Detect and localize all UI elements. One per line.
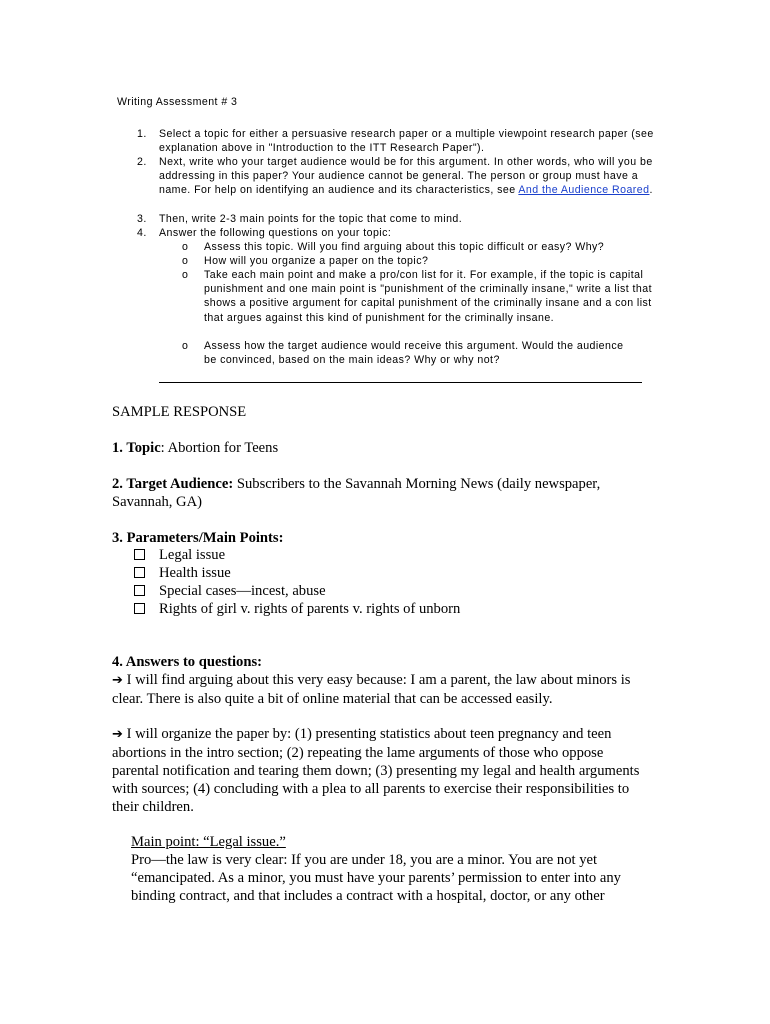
param-item: Health issue bbox=[159, 565, 231, 581]
assessment-title: Writing Assessment # 3 bbox=[117, 96, 238, 108]
step-text: Select a topic for either a persuasive research paper or a multiple viewpoint research paper (see explanation above in "Introduction to the ITT Research Paper"). bbox=[159, 128, 654, 155]
checkbox-icon bbox=[134, 603, 145, 614]
step-number: 4. bbox=[137, 227, 147, 239]
arrow-icon: ➔ bbox=[112, 727, 123, 742]
bullet-text: Assess how the target audience would receive this argument. Would the audience be convinced, based on the main ideas? Why or why not? bbox=[204, 340, 624, 367]
answer-paragraph: ➔ I will organize the paper by: (1) presenting statistics about teen pregnancy and teen abortions in the intro section; (2) repeating the lame arguments of those who oppose parental notification and tearing them down; (3) presenting my legal and health arguments with sources; (4) concluding with a plea to all parents to exercise their responsibilities to their children. bbox=[112, 726, 640, 815]
step-number: 3. bbox=[137, 213, 147, 225]
bullet-marker: o bbox=[182, 241, 189, 253]
bullet-text: Take each main point and make a pro/con list for it. For example, if the topic is capital punishment and one main point is "punishment of the criminally insane," write a list that shows a positive argument for capital punishment of the criminally insane and a con list that argues against this kind of punishment for the criminally insane. bbox=[204, 269, 652, 324]
bullet-text: How will you organize a paper on the topic? bbox=[204, 255, 429, 267]
bullet-marker: o bbox=[182, 340, 189, 352]
main-point-heading: Main point: “Legal issue.” bbox=[131, 834, 286, 850]
answer-paragraph: ➔ I will find arguing about this very easy because: I am a parent, the law about minors is clear. There is also quite a bit of online material that can be accessed easily. bbox=[112, 672, 631, 707]
param-item: Legal issue bbox=[159, 547, 226, 563]
bullet-marker: o bbox=[182, 269, 189, 281]
step-number: 2. bbox=[137, 156, 147, 168]
checkbox-icon bbox=[134, 567, 145, 578]
checkbox-icon bbox=[134, 585, 145, 596]
step-number: 1. bbox=[137, 128, 147, 140]
sample-heading: SAMPLE RESPONSE bbox=[112, 404, 247, 420]
step-text: Answer the following questions on your topic: bbox=[159, 227, 392, 239]
arrow-icon: ➔ bbox=[112, 673, 123, 688]
pro-paragraph: Pro—the law is very clear: If you are under 18, you are a minor. You are not yet “emancipated. As a minor, you must have your parents’ permission to enter into any binding contract, and that includes a contract with a hospital, doctor, or any other bbox=[131, 852, 621, 904]
checkbox-icon bbox=[134, 549, 145, 560]
params-heading: 3. Parameters/Main Points: bbox=[112, 530, 284, 546]
bullet-marker: o bbox=[182, 255, 189, 267]
divider bbox=[159, 382, 642, 383]
answers-heading: 4. Answers to questions: bbox=[112, 654, 263, 670]
step-text: Next, write who your target audience would be for this argument. In other words, who will you be addressing in this paper? Your audience cannot be general. The person or group must have a name. For help on identifying an audience and its characteristics, see And the Audience Roared. bbox=[159, 156, 653, 197]
bullet-text: Assess this topic. Will you find arguing about this topic difficult or easy? Why? bbox=[204, 241, 605, 253]
topic-line: 1. Topic: Abortion for Teens bbox=[112, 440, 279, 456]
audience-roared-link[interactable]: And the Audience Roared bbox=[518, 184, 650, 197]
audience-line: 2. Target Audience: Subscribers to the Savannah Morning News (daily newspaper, Savannah, GA) bbox=[112, 476, 601, 510]
param-item: Rights of girl v. rights of parents v. rights of unborn bbox=[159, 601, 461, 617]
step-text: Then, write 2-3 main points for the topic that come to mind. bbox=[159, 213, 463, 225]
param-item: Special cases—incest, abuse bbox=[159, 583, 326, 599]
